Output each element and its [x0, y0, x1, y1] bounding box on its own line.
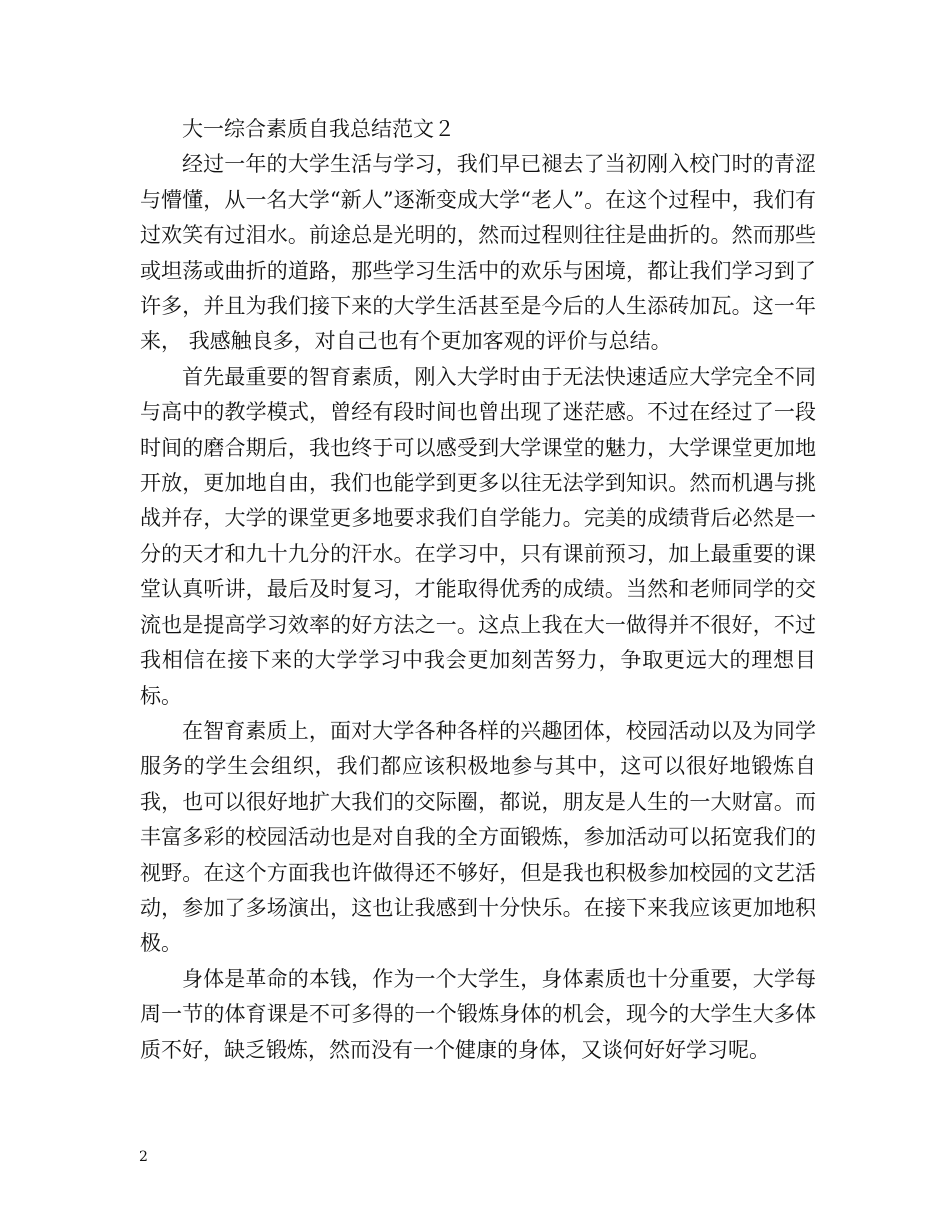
paragraph-1: 经过一年的大学生活与学习，我们早已褪去了当初刚入校门时的青涩与懵懂，从一名大学“新人”逐渐变成大学“老人”。在这个过程中，我们有过欢笑有过泪水。前途总是光明的，然而过程则往往是曲折的。然而那些或坦荡或曲折的道路，那些学习生活中的欢乐与困境，都让我们学习到了许多，并且为我们接下来的大学生活甚至是今后的人生添砖加瓦。这一年来， 我感触良多，对自己也有个更加客观的评价与总结。 — [140, 152, 816, 354]
paragraph-4: 身体是革命的本钱，作为一个大学生，身体素质也十分重要，大学每周一节的体育课是不可多得的一个锻炼身体的机会，现今的大学生大多体质不好，缺乏锻炼，然而没有一个健康的身体，又谈何好好学习呢。 — [140, 966, 816, 1062]
page-number: 2 — [139, 1149, 148, 1165]
paragraph-2: 首先最重要的智育素质，刚入大学时由于无法快速适应大学完全不同与高中的教学模式，曾经有段时间也曾出现了迷茫感。不过在经过了一段时间的磨合期后，我也终于可以感受到大学课堂的魅力，大学课堂更加地开放，更加地自由，我们也能学到更多以往无法学到知识。然而机遇与挑战并存，大学的课堂更多地要求我们自学能力。完美的成绩背后必然是一分的天才和九十九分的汗水。在学习中，只有课前预习，加上最重要的课堂认真听讲，最后及时复习，才能取得优秀的成绩。当然和老师同学的交流也是提高学习效率的好方法之一。这点上我在大一做得并不很好，不过我相信在接下来的大学学习中我会更加刻苦努力，争取更远大的理想目标。 — [140, 364, 816, 708]
document-body — [140, 112, 816, 1068]
document-title: 大一综合素质自我总结范文２ — [182, 117, 455, 141]
paragraph-3: 在智育素质上，面对大学各种各样的兴趣团体，校园活动以及为同学服务的学生会组织，我们都应该积极地参与其中，这可以很好地锻炼自我，也可以很好地扩大我们的交际圈，都说，朋友是人生的一大财富。而丰富多彩的校园活动也是对自我的全方面锻炼，参加活动可以拓宽我们的视野。在这个方面我也许做得还不够好，但是我也积极参加校园的文艺活动，参加了多场演出，这也让我感到十分快乐。在接下来我应该更加地积极。 — [140, 718, 816, 956]
